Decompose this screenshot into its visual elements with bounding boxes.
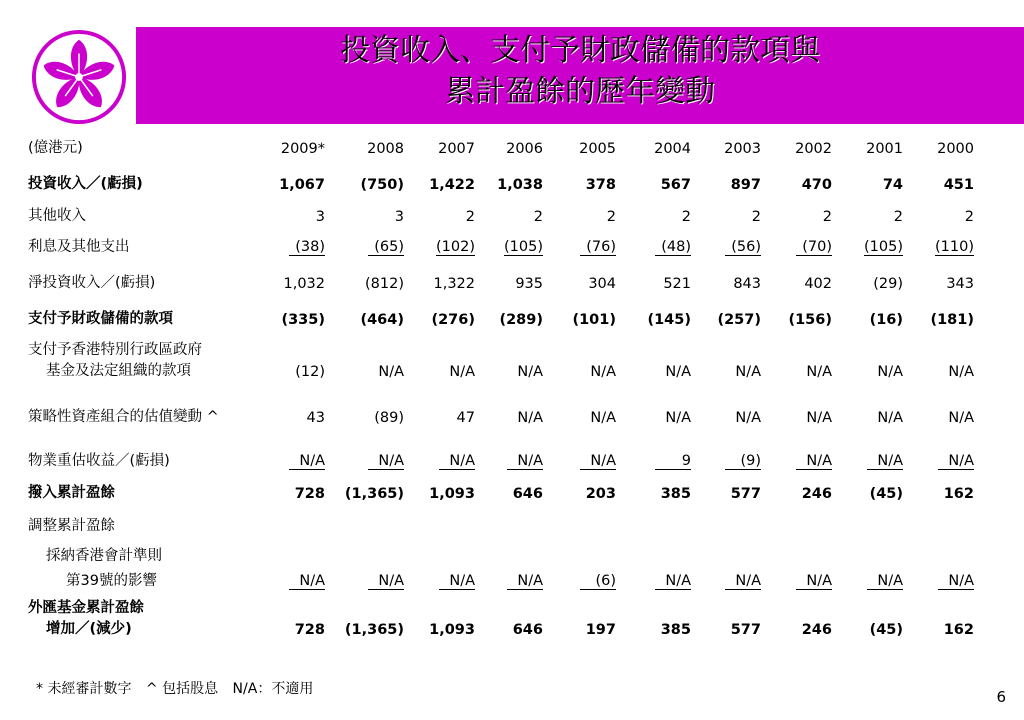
- row-label: 其他收入: [28, 208, 86, 224]
- table-cell: (750): [360, 177, 404, 193]
- table-cell: 197: [585, 622, 616, 638]
- table-row: [28, 502, 978, 535]
- table-cell: N/A: [867, 454, 903, 470]
- table-row: [28, 380, 978, 426]
- table-cell: N/A: [948, 410, 974, 426]
- table-cell: 402: [804, 276, 832, 292]
- row-label: 策略性資產組合的估值變動 ^: [28, 409, 219, 425]
- title-line-1: 投資收入、支付予財政儲備的款項與: [340, 33, 820, 68]
- table-cell: 2: [893, 209, 903, 225]
- table-cell: N/A: [665, 364, 691, 380]
- bauhinia-logo: [30, 28, 128, 126]
- table-cell: (105): [504, 239, 543, 255]
- table-row: [28, 157, 978, 193]
- table-cell: (12): [295, 364, 325, 380]
- footnotes: [36, 678, 323, 698]
- table-header-row: [28, 131, 978, 157]
- table-cell: 1,422: [429, 177, 475, 193]
- table-cell: N/A: [517, 364, 543, 380]
- table-row: [28, 470, 978, 502]
- table-cell: N/A: [378, 364, 404, 380]
- table-cell: 162: [943, 486, 974, 502]
- table-cell: (110): [935, 239, 974, 255]
- table-cell: (1,365): [344, 622, 404, 638]
- table-cell: (6): [580, 574, 616, 590]
- table-cell: 385: [660, 486, 691, 502]
- row-label-line-1: 外匯基金累計盈餘: [28, 600, 144, 616]
- table-row: [28, 535, 978, 565]
- table-cell: (812): [365, 276, 404, 292]
- table-cell: N/A: [368, 454, 404, 470]
- year-header: 2008: [367, 141, 404, 157]
- year-header: 2006: [506, 141, 543, 157]
- row-label: 利息及其他支出: [28, 239, 130, 255]
- year-header: 2002: [795, 141, 832, 157]
- table-cell: 1,032: [283, 276, 325, 292]
- table-cell: 897: [730, 177, 761, 193]
- table-cell: (145): [647, 312, 691, 328]
- table-cell: N/A: [938, 454, 974, 470]
- table-cell: N/A: [665, 410, 691, 426]
- table-row: [28, 256, 978, 292]
- page-title: [136, 30, 1024, 112]
- table-cell: (45): [869, 486, 903, 502]
- table-cell: (9): [725, 454, 761, 470]
- table-cell: N/A: [735, 364, 761, 380]
- table-cell: N/A: [449, 364, 475, 380]
- table-cell: 577: [730, 486, 761, 502]
- row-label-line-1: 支付予香港特別行政區政府: [28, 342, 202, 358]
- table-cell: 74: [882, 177, 903, 193]
- footnote-dividends: ^ 包括股息: [145, 681, 219, 697]
- table-cell: 9: [655, 454, 691, 470]
- table-cell: (181): [930, 312, 974, 328]
- table-cell: N/A: [580, 454, 616, 470]
- table-cell: (65): [368, 240, 404, 256]
- table-row: [28, 225, 978, 256]
- table-cell: N/A: [806, 410, 832, 426]
- table-cell: (464): [360, 312, 404, 328]
- table-cell: (257): [717, 312, 761, 328]
- table-cell: 3: [394, 209, 404, 225]
- table-row: [28, 193, 978, 225]
- table-cell: N/A: [368, 574, 404, 590]
- year-header: 2001: [866, 141, 903, 157]
- table-cell: 2: [822, 209, 832, 225]
- table-cell: N/A: [796, 454, 832, 470]
- table-cell: 343: [946, 276, 974, 292]
- table-cell: 567: [660, 177, 691, 193]
- table-cell: 935: [515, 276, 543, 292]
- table-cell: N/A: [867, 574, 903, 590]
- row-label: 投資收入／(虧損): [28, 176, 143, 192]
- table-cell: (70): [796, 240, 832, 256]
- row-label: 支付予財政儲備的款項: [28, 311, 173, 327]
- unit-label: (億港元): [28, 140, 83, 156]
- year-header: 2000: [937, 141, 974, 157]
- table-cell: 577: [730, 622, 761, 638]
- table-cell: N/A: [590, 410, 616, 426]
- table-cell: (156): [788, 312, 832, 328]
- table-cell: 521: [663, 276, 691, 292]
- table-cell: N/A: [948, 364, 974, 380]
- table-cell: 2: [964, 209, 974, 225]
- table-cell: (29): [873, 276, 903, 292]
- table-cell: 843: [733, 276, 761, 292]
- table-cell: 2: [681, 209, 691, 225]
- table-cell: 646: [512, 622, 543, 638]
- table-cell: (45): [869, 622, 903, 638]
- table-cell: N/A: [439, 454, 475, 470]
- table-cell: N/A: [725, 574, 761, 590]
- table-cell: N/A: [655, 574, 691, 590]
- table-cell: (289): [499, 312, 543, 328]
- table-cell: 2: [465, 209, 475, 225]
- table-cell: 2: [606, 209, 616, 225]
- table-cell: 246: [801, 622, 832, 638]
- row-label-line-2: 增加／(減少): [46, 621, 132, 637]
- table-cell: (56): [725, 240, 761, 256]
- table-cell: (276): [431, 312, 475, 328]
- table-cell: (1,365): [344, 486, 404, 502]
- table-cell: 1,322: [433, 276, 475, 292]
- row-label: [28, 328, 276, 380]
- table-cell: (16): [869, 312, 903, 328]
- table-cell: N/A: [517, 410, 543, 426]
- table-cell: 2: [533, 209, 543, 225]
- table-cell: (89): [374, 410, 404, 426]
- year-header: 2004: [654, 141, 691, 157]
- table-cell: N/A: [877, 410, 903, 426]
- table-row: [28, 328, 978, 380]
- table-cell: 3: [315, 209, 325, 225]
- table-cell: (335): [281, 312, 325, 328]
- table-cell: (76): [580, 240, 616, 256]
- table-cell: (105): [864, 239, 903, 255]
- row-label: 淨投資收入／(虧損): [28, 275, 156, 291]
- table-cell: 728: [294, 622, 325, 638]
- row-label: 調整累計盈餘: [28, 518, 115, 534]
- table-row: [28, 426, 978, 470]
- table-cell: (101): [572, 312, 616, 328]
- row-label: 第39號的影響: [66, 573, 157, 589]
- table-row: [28, 590, 978, 638]
- footnote-unaudited: * 未經審計數字: [36, 681, 132, 697]
- row-label: 物業重估收益／(虧損): [28, 453, 170, 469]
- table-cell: 1,093: [429, 486, 475, 502]
- table-cell: (38): [289, 240, 325, 256]
- table-cell: (102): [436, 239, 475, 255]
- table-cell: 162: [943, 622, 974, 638]
- table-cell: 728: [294, 486, 325, 502]
- table-cell: N/A: [796, 574, 832, 590]
- year-header: 2005: [579, 141, 616, 157]
- table-cell: N/A: [806, 364, 832, 380]
- table-cell: (48): [655, 240, 691, 256]
- table-cell: 451: [943, 177, 974, 193]
- table-cell: N/A: [289, 574, 325, 590]
- table-cell: N/A: [507, 454, 543, 470]
- table-cell: 1,038: [497, 177, 543, 193]
- table-cell: N/A: [507, 574, 543, 590]
- table-cell: 47: [456, 410, 475, 426]
- table-cell: N/A: [735, 410, 761, 426]
- year-header: 2003: [724, 141, 761, 157]
- table-cell: 470: [801, 177, 832, 193]
- table-row: [28, 565, 978, 590]
- year-header: 2007: [438, 141, 475, 157]
- table-cell: 203: [585, 486, 616, 502]
- table-cell: 1,067: [279, 177, 325, 193]
- table-cell: N/A: [590, 364, 616, 380]
- row-label: 採納香港會計準則: [46, 548, 162, 564]
- table-cell: 1,093: [429, 622, 475, 638]
- year-header: 2009*: [280, 141, 325, 157]
- table-cell: N/A: [938, 574, 974, 590]
- footnote-na: N/A：不適用: [232, 681, 314, 697]
- table-cell: N/A: [877, 364, 903, 380]
- table-cell: 43: [306, 410, 325, 426]
- table-cell: N/A: [289, 454, 325, 470]
- row-label-line-2: 基金及法定組織的款項: [46, 363, 191, 379]
- table-cell: 304: [588, 276, 616, 292]
- table-row: [28, 292, 978, 328]
- table-cell: N/A: [439, 574, 475, 590]
- table-cell: 385: [660, 622, 691, 638]
- row-label: [28, 590, 276, 638]
- table-cell: 646: [512, 486, 543, 502]
- page-number: 6: [996, 688, 1006, 706]
- table-cell: 246: [801, 486, 832, 502]
- financial-table: [28, 131, 978, 638]
- table-cell: 2: [751, 209, 761, 225]
- title-line-2: 累計盈餘的歷年變動: [445, 74, 715, 109]
- table-cell: 378: [585, 177, 616, 193]
- row-label: 撥入累計盈餘: [28, 485, 115, 501]
